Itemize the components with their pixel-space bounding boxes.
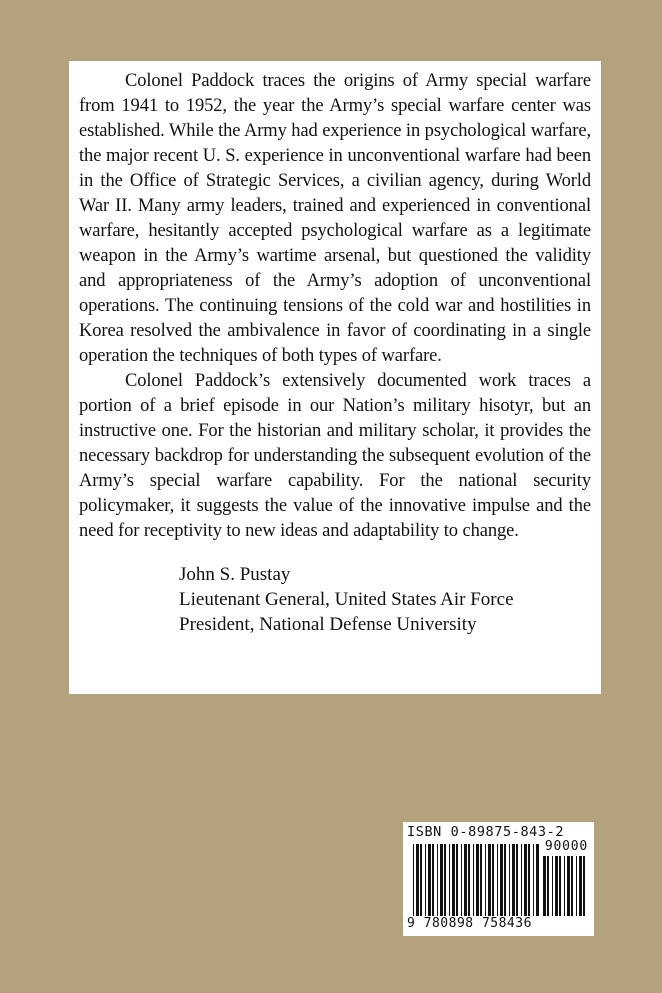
paragraph-1: Colonel Paddock traces the origins of Army special warfare from 1941 to 1952, the year the Army’s special warfare center was established. While the Army had experience in psychological warfare, the major recent U. S. experience in unconventional warfare had been in the Office of Strategic Services, a civilian agency, during World War II. Many army leaders, trained and experienced in conventional warfare, hesitantly accepted psychological warfare as a legitimate weapon in the Army’s wartime arsenal, but questioned the validity and appropriateness of the Army’s adoption of unconventional operations. The continuing tensions of the cold war and hostilities in Korea resolved the ambivalence in favor of coordinating in a single operation the techniques of both types of warfare. bbox=[79, 71, 591, 366]
barcode-bar bbox=[473, 844, 474, 916]
barcode-bar bbox=[567, 856, 570, 916]
barcode-bar bbox=[512, 844, 515, 916]
barcode-bar bbox=[571, 856, 573, 916]
addon-code: 90000 bbox=[544, 839, 588, 854]
barcode-bar bbox=[488, 844, 491, 916]
signatory-name: John S. Pustay bbox=[179, 564, 291, 585]
barcode-bar bbox=[476, 844, 479, 916]
barcode-bar bbox=[528, 844, 530, 916]
barcode-bar bbox=[413, 844, 414, 916]
barcode-bar bbox=[521, 844, 522, 916]
barcode-bar bbox=[432, 844, 434, 916]
barcode-bar bbox=[583, 856, 585, 916]
barcode-bar bbox=[555, 856, 558, 916]
barcode-bar bbox=[428, 844, 431, 916]
signature-block bbox=[179, 562, 591, 637]
barcode-bar bbox=[547, 856, 549, 916]
barcode-bar bbox=[497, 844, 498, 916]
barcode-bar bbox=[444, 844, 446, 916]
barcode-bar bbox=[533, 844, 534, 916]
barcode-bar bbox=[420, 844, 422, 916]
barcode-bar bbox=[461, 844, 462, 916]
addon-barcode-bars bbox=[543, 856, 589, 916]
barcode-bar bbox=[492, 844, 494, 916]
paragraph-2: Colonel Paddock’s extensively documented work traces a portion of a brief episode in our Nation’s military hisotyr, but an instructive one. For the historian and military scholar, it provides the necessary backdrop for understanding the subsequent evolution of the Army’s special warfare capability. For the national security policymaker, it suggests the value of the innovative impulse and the need for receptivity to new ideas and adaptability to change. bbox=[79, 371, 591, 541]
barcode-bar bbox=[464, 844, 467, 916]
barcode-bar bbox=[516, 844, 518, 916]
barcode-bar bbox=[468, 844, 470, 916]
ean-barcode-bars bbox=[413, 844, 539, 916]
ean-digits: 9 780898 758436 bbox=[407, 916, 532, 931]
barcode-bar bbox=[437, 844, 438, 916]
isbn-barcode bbox=[403, 822, 594, 936]
isbn-label: ISBN 0-89875-843-2 bbox=[407, 824, 565, 840]
barcode-bar bbox=[564, 856, 565, 916]
barcode-bar bbox=[524, 844, 527, 916]
barcode-bar bbox=[543, 856, 546, 916]
barcode-bar bbox=[552, 856, 553, 916]
barcode-bar bbox=[485, 844, 486, 916]
barcode-bar bbox=[449, 844, 450, 916]
barcode-bar bbox=[509, 844, 510, 916]
barcode-bar bbox=[425, 844, 426, 916]
signatory-position: President, National Defense University bbox=[179, 614, 477, 635]
barcode-bar bbox=[480, 844, 482, 916]
barcode-bar bbox=[536, 844, 539, 916]
barcode-bar bbox=[559, 856, 561, 916]
barcode-bar bbox=[452, 844, 455, 916]
back-cover-text-panel bbox=[69, 61, 601, 694]
barcode-bar bbox=[416, 844, 419, 916]
barcode-bar bbox=[440, 844, 443, 916]
barcode-bar bbox=[576, 856, 577, 916]
signatory-rank: Lieutenant General, United States Air Force bbox=[179, 589, 514, 610]
barcode-bar bbox=[579, 856, 582, 916]
barcode-bar bbox=[500, 844, 503, 916]
barcode-bar bbox=[504, 844, 506, 916]
barcode-bar bbox=[456, 844, 458, 916]
